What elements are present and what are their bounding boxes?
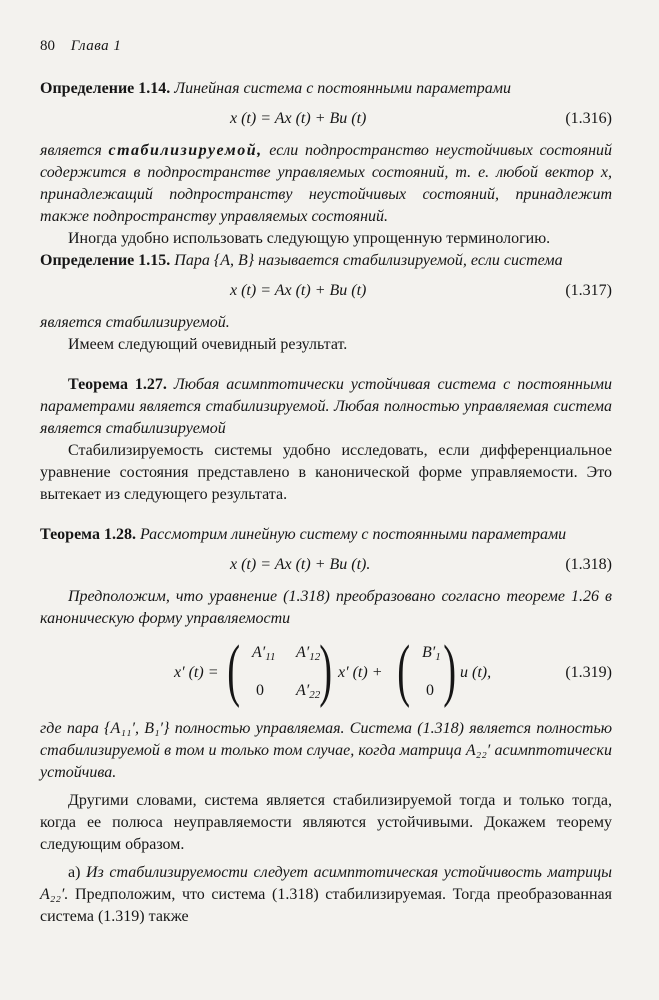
definition-label: Определение 1.14.: [40, 80, 171, 97]
theorem-label: Теорема 1.27.: [68, 376, 167, 393]
matrix-cell-a22: $A'_{22}$: [296, 682, 321, 701]
right-paren-vector: ): [443, 632, 457, 709]
definition-intro: Пара {A, B} называется стабилизируемой, если система: [174, 252, 563, 269]
definition-1-14-text: [40, 140, 612, 228]
equation-1-316: [40, 100, 612, 140]
theorem-text: Любая асимптотически устойчивая система с постоянными параметрами является стабилизируемой. Любая полностью управляемая система является стабилизируемой: [40, 376, 612, 437]
definition-1-15: [40, 250, 612, 272]
left-paren-vector: (: [397, 632, 411, 709]
definition-1-14: [40, 78, 612, 100]
paragraph-terminology: Иногда удобно использовать следующую упрощенную терминологию.: [68, 230, 551, 247]
theorem-intro: Рассмотрим линейную систему с постоянными параметрами: [139, 526, 567, 543]
proof-text: Предположим, что система (1.318) стабилизируемая. Тогда преобразованная система (1.319) также: [40, 886, 612, 925]
chapter-title: Глава 1: [70, 38, 122, 54]
equation-lhs: x′ (t) =: [174, 664, 219, 681]
theorem-1-28: [40, 524, 612, 546]
proof-label: а): [68, 864, 81, 881]
theorem-1-27: [40, 374, 612, 440]
running-header: [40, 38, 612, 60]
equation-number: (1.316): [565, 110, 612, 127]
equation-rhs: u (t),: [460, 664, 492, 681]
theorem-conclusion: где пара {A₁₁′, B₁′} полностью управляемая. Система (1.318) является полностью стабилизируемой в том и только том случае, когда матрица A₂₂′ асимптотически устойчива.: [40, 720, 612, 781]
definition-term: стабилизируемой,: [108, 142, 263, 159]
vector-cell-b2: 0: [426, 682, 434, 699]
equation-body: x (t) = Ax (t) + Bu (t): [230, 282, 367, 299]
equation-number: (1.318): [565, 556, 612, 573]
equation-number: (1.319): [565, 664, 612, 681]
definition-text-pre: является: [40, 142, 102, 159]
equation-body: x (t) = Ax (t) + Bu (t).: [230, 556, 371, 573]
matrix-cell-a12: $A'_{12}$: [296, 644, 321, 663]
paragraph-canonical: Стабилизируемость системы удобно исследовать, если дифференциальное уравнение состояния представлено в канонической форме управляемости. Это вытекает из следующего результата.: [40, 442, 612, 503]
vector-cell-b1: $B'_1$: [422, 644, 441, 663]
page: [40, 38, 612, 928]
definition-text-post: если подпространство неустойчивых состояний содержится в подпространстве управляемых состояний, т. е. любой вектор x, принадлежащий подпространству неустойчивых состояний, принадлежит также подпространству управляемых состояний.: [40, 142, 613, 225]
equation-body: x (t) = Ax (t) + Bu (t): [230, 110, 367, 127]
right-paren-matrix: ): [319, 632, 333, 709]
matrix-cell-a11: $A'_{11}$: [252, 644, 276, 663]
equation-1-318: [40, 546, 612, 586]
paragraph-result: Имеем следующий очевидный результат.: [68, 336, 348, 353]
left-paren-matrix: (: [227, 632, 241, 709]
equation-number: (1.317): [565, 282, 612, 299]
proof-claim: Из стабилизируемости следует асимптотическая устойчивость матрицы A₂₂′.: [40, 864, 613, 903]
equation-1-319: [40, 630, 612, 718]
definition-1-15-after: является стабилизируемой.: [40, 314, 230, 331]
matrix-cell-a21: 0: [256, 682, 264, 699]
equation-mid: x′ (t) +: [338, 664, 383, 681]
equation-1-317: [40, 272, 612, 312]
theorem-suppose: Предположим, что уравнение (1.318) преобразовано согласно теореме 1.26 в каноническую форму управляемости: [40, 588, 612, 627]
paragraph-other-words: Другими словами, система является стабилизируемой тогда и только тогда, когда ее полюса неуправляемости являются устойчивыми. Докажем теорему следующим образом.: [40, 792, 612, 853]
definition-label: Определение 1.15.: [40, 252, 171, 269]
theorem-label: Теорема 1.28.: [40, 526, 136, 543]
page-number: 80: [40, 38, 55, 54]
definition-intro: Линейная система с постоянными параметрами: [174, 80, 511, 97]
paragraph-proof-a: [40, 862, 612, 928]
